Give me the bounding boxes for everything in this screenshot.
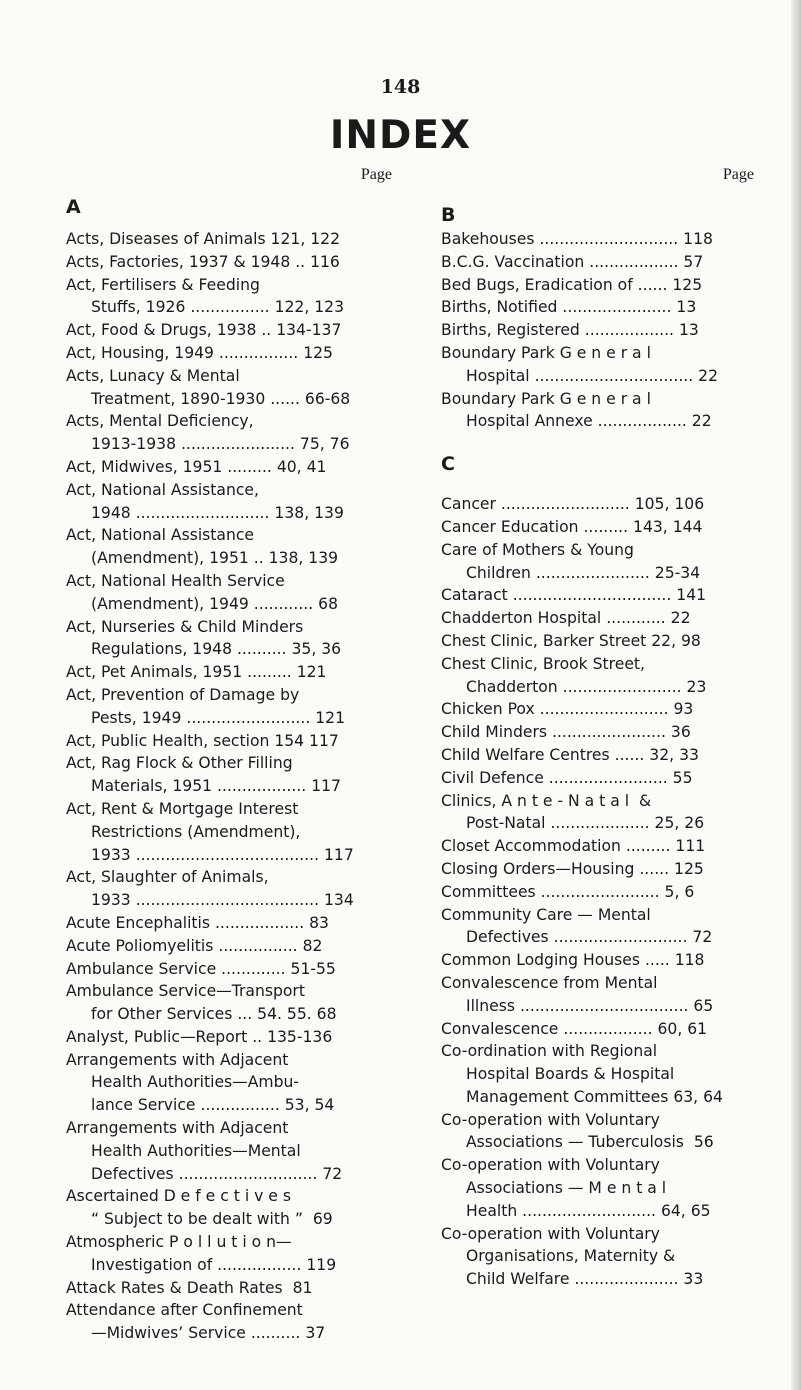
entry-line: Boundary Park G e n e r a l <box>441 389 651 408</box>
entry-line: Act, Public Health, section 154 117 <box>66 731 339 750</box>
entry-line: Ascertained D e f e c t i v e s <box>66 1187 291 1206</box>
section-letter-c: C <box>441 453 455 476</box>
entry-line: Act, National Health Service <box>66 571 285 590</box>
index-entry <box>441 251 754 274</box>
index-entry <box>441 319 754 342</box>
entry-line: Closing Orders—Housing ...... 125 <box>441 859 704 878</box>
entry-line: Care of Mothers & Young <box>441 540 634 559</box>
entry-continuation: Restrictions (Amendment), <box>91 822 301 841</box>
entry-line: Arrangements with Adjacent <box>66 1050 289 1069</box>
entry-continuation: for Other Services ... 54. 55. 68 <box>91 1005 337 1024</box>
column-header <box>441 166 754 228</box>
index-entry <box>66 342 392 365</box>
entry-line: Committees ........................ 5, 6 <box>441 882 695 901</box>
entry-continuation: —Midwives’ Service .......... 37 <box>91 1324 326 1343</box>
index-list-b <box>441 228 754 433</box>
index-entry <box>66 456 392 479</box>
index-list-c <box>441 493 754 1291</box>
index-entry <box>441 790 754 836</box>
entry-continuation: 1933 ..................................... 134 <box>91 891 354 910</box>
entry-continuation: Health Authorities—Ambu- <box>91 1073 300 1092</box>
index-entry <box>66 1049 392 1117</box>
index-entry <box>441 858 754 881</box>
entry-line: Clinics, A n t e - N a t a l & <box>441 791 652 810</box>
index-entry <box>66 866 392 912</box>
entry-line: Child Minders ....................... 36 <box>441 723 691 742</box>
index-entry <box>441 539 754 585</box>
index-entry <box>66 251 392 274</box>
index-entry <box>66 935 392 958</box>
index-entry <box>441 721 754 744</box>
page-number: 148 <box>380 76 421 98</box>
entry-line: Act, Rag Flock & Other Filling <box>66 754 293 773</box>
entry-line: Births, Registered .................. 13 <box>441 321 699 340</box>
index-entry <box>66 684 392 730</box>
entry-continuation: Post-Natal .................... 25, 26 <box>466 814 705 833</box>
entry-line: Act, Rent & Mortgage Interest <box>66 799 299 818</box>
entry-continuation: Defectives ........................... 72 <box>466 928 713 947</box>
index-entry <box>441 274 754 297</box>
entry-line: Convalescence .................. 60, 61 <box>441 1019 708 1038</box>
entry-line: Acts, Diseases of Animals 121, 122 <box>66 230 341 248</box>
entry-continuation: Chadderton ........................ 23 <box>466 677 707 696</box>
index-entry <box>66 1026 392 1049</box>
entry-line: Co-ordination with Regional <box>441 1042 658 1061</box>
entry-line: Community Care — Mental <box>441 905 651 924</box>
entry-line: Co-operation with Voluntary <box>441 1224 660 1243</box>
index-entry <box>66 980 392 1026</box>
index-column-right <box>441 166 754 1291</box>
entry-continuation: Child Welfare ..................... 33 <box>466 1270 704 1289</box>
entry-line: Bed Bugs, Eradication of ...... 125 <box>441 275 703 294</box>
column-header <box>66 166 392 228</box>
entry-line: Act, Midwives, 1951 ......... 40, 41 <box>66 457 327 476</box>
page-column-label: Page <box>722 166 754 183</box>
entry-line: Act, Housing, 1949 ................ 125 <box>66 343 333 362</box>
entry-line: Boundary Park G e n e r a l <box>441 343 651 362</box>
entry-continuation: Associations — Tuberculosis 56 <box>466 1133 714 1152</box>
entry-continuation: (Amendment), 1951 .. 138, 139 <box>91 549 339 568</box>
entry-line: Co-operation with Voluntary <box>441 1110 660 1129</box>
index-entry <box>66 274 392 320</box>
entry-line: B.C.G. Vaccination .................. 57 <box>441 252 704 271</box>
index-entry <box>66 1117 392 1185</box>
entry-continuation: (Amendment), 1949 ............ 68 <box>91 594 339 613</box>
entry-continuation: lance Service ................ 53, 54 <box>91 1096 335 1115</box>
entry-line: Common Lodging Houses ..... 118 <box>441 951 705 970</box>
index-entry <box>441 972 754 1018</box>
entry-line: Attendance after Confinement <box>66 1301 303 1320</box>
index-entry <box>441 698 754 721</box>
section-letter-b: B <box>441 204 456 226</box>
index-entry <box>66 570 392 616</box>
entry-line: Act, Prevention of Damage by <box>66 685 300 704</box>
entry-continuation: Regulations, 1948 .......... 35, 36 <box>91 640 342 659</box>
entry-line: Chicken Pox .......................... 93 <box>441 700 694 719</box>
index-list-a <box>66 228 392 1345</box>
entry-line: Attack Rates & Death Rates 81 <box>66 1278 313 1297</box>
entry-continuation: 1913-1938 ....................... 75, 76 <box>91 435 350 454</box>
entry-line: Chest Clinic, Barker Street 22, 98 <box>441 631 701 650</box>
entry-continuation: Hospital Annexe .................. 22 <box>466 412 712 431</box>
index-entry <box>441 1109 754 1155</box>
entry-continuation: Defectives ............................ 72 <box>91 1164 343 1183</box>
entry-line: Births, Notified ...................... 13 <box>441 298 697 317</box>
entry-line: Cataract ................................ 141 <box>441 586 707 605</box>
index-entry <box>66 228 392 251</box>
index-entry <box>441 296 754 319</box>
entry-line: Cancer Education ......... 143, 144 <box>441 517 703 536</box>
entry-continuation: Management Committees 63, 64 <box>466 1087 723 1106</box>
index-entry <box>441 949 754 972</box>
index-entry <box>441 342 754 388</box>
index-entry <box>66 1299 392 1345</box>
entry-line: Act, Fertilisers & Feeding <box>66 275 260 294</box>
index-entry <box>441 1223 754 1291</box>
entry-line: Acts, Lunacy & Mental <box>66 366 240 385</box>
entry-line: Cancer .......................... 105, 106 <box>441 495 705 514</box>
index-entry <box>66 798 392 866</box>
entry-line: Civil Defence ........................ 55 <box>441 768 693 787</box>
index-entry <box>441 767 754 790</box>
index-entry <box>66 912 392 935</box>
entry-line: Co-operation with Voluntary <box>441 1156 660 1175</box>
index-entry <box>441 584 754 607</box>
index-entry <box>441 516 754 539</box>
entry-line: Acute Poliomyelitis ................ 82 <box>66 936 323 955</box>
entry-continuation: Stuffs, 1926 ................ 122, 123 <box>91 298 345 317</box>
index-entry <box>441 228 754 251</box>
entry-continuation: 1948 ........................... 138, 139 <box>91 503 344 522</box>
entry-continuation: “ Subject to be dealt with ” 69 <box>91 1210 333 1229</box>
index-entry <box>66 479 392 525</box>
entry-continuation: Hospital Boards & Hospital <box>466 1065 675 1084</box>
entry-line: Act, National Assistance, <box>66 480 259 499</box>
index-entry <box>66 958 392 981</box>
index-entry <box>441 744 754 767</box>
entry-continuation: Investigation of ................. 119 <box>91 1255 337 1274</box>
entry-continuation: Pests, 1949 ......................... 121 <box>91 708 345 727</box>
index-entry <box>66 1277 392 1300</box>
entry-line: Acts, Mental Deficiency, <box>66 412 254 431</box>
entry-continuation: Children ....................... 25-34 <box>466 563 701 582</box>
entry-line: Ambulance Service—Transport <box>66 982 305 1001</box>
entry-line: Ambulance Service ............. 51-55 <box>66 959 336 978</box>
entry-line: Convalescence from Mental <box>441 973 658 992</box>
index-entry <box>66 524 392 570</box>
entry-line: Act, Food & Drugs, 1938 .. 134-137 <box>66 321 342 340</box>
entry-line: Act, Pet Animals, 1951 ......... 121 <box>66 663 327 682</box>
entry-line: Act, National Assistance <box>66 526 255 545</box>
index-entry <box>441 1018 754 1041</box>
entry-line: Arrangements with Adjacent <box>66 1119 289 1138</box>
entry-line: Chest Clinic, Brook Street, <box>441 654 645 673</box>
entry-line: Act, Slaughter of Animals, <box>66 868 269 887</box>
entry-continuation: Materials, 1951 .................. 117 <box>91 777 341 796</box>
index-entry <box>66 661 392 684</box>
index-entry <box>441 388 754 434</box>
index-entry <box>66 1231 392 1277</box>
page-column-label: Page <box>360 166 392 183</box>
entry-line: Bakehouses ............................ 118 <box>441 230 713 248</box>
entry-continuation: Associations — M e n t a l <box>466 1179 667 1198</box>
index-entry <box>66 730 392 753</box>
index-entry <box>66 410 392 456</box>
index-entry <box>441 653 754 699</box>
entry-continuation: Treatment, 1890-1930 ...... 66-68 <box>91 389 351 408</box>
entry-continuation: Health ........................... 64, 65 <box>466 1201 711 1220</box>
entry-line: Chadderton Hospital ............ 22 <box>441 609 691 628</box>
entry-continuation: 1933 ..................................... 117 <box>91 845 354 864</box>
entry-line: Analyst, Public—Report .. 135-136 <box>66 1027 333 1046</box>
entry-continuation: Hospital ................................ 22 <box>466 366 718 385</box>
entry-line: Acute Encephalitis .................. 83 <box>66 913 329 932</box>
index-entry <box>66 365 392 411</box>
index-entry <box>66 319 392 342</box>
index-entry <box>441 904 754 950</box>
page-edge-shadow <box>791 0 801 1390</box>
entry-line: Atmospheric P o l l u t i o n— <box>66 1233 292 1252</box>
entry-line: Closet Accommodation ......... 111 <box>441 837 706 856</box>
index-entry <box>66 1185 392 1231</box>
index-entry <box>441 1040 754 1108</box>
entry-continuation: Organisations, Maternity & <box>466 1247 676 1266</box>
entry-continuation: Health Authorities—Mental <box>91 1141 301 1160</box>
entry-continuation: Illness .................................. 65 <box>466 996 714 1015</box>
entry-line: Acts, Factories, 1937 & 1948 .. 116 <box>66 252 340 271</box>
index-entry <box>441 630 754 653</box>
index-entry <box>441 881 754 904</box>
index-entry <box>441 835 754 858</box>
index-entry <box>66 616 392 662</box>
entry-line: Act, Nurseries & Child Minders <box>66 617 304 636</box>
section-header-c <box>441 433 754 493</box>
section-letter-a: A <box>66 196 81 218</box>
entry-line: Child Welfare Centres ...... 32, 33 <box>441 745 699 764</box>
index-entry <box>441 607 754 630</box>
index-entry <box>66 752 392 798</box>
page-title: INDEX <box>329 113 472 158</box>
index-entry <box>441 1154 754 1222</box>
index-entry <box>441 493 754 516</box>
index-column-left <box>66 166 392 1345</box>
